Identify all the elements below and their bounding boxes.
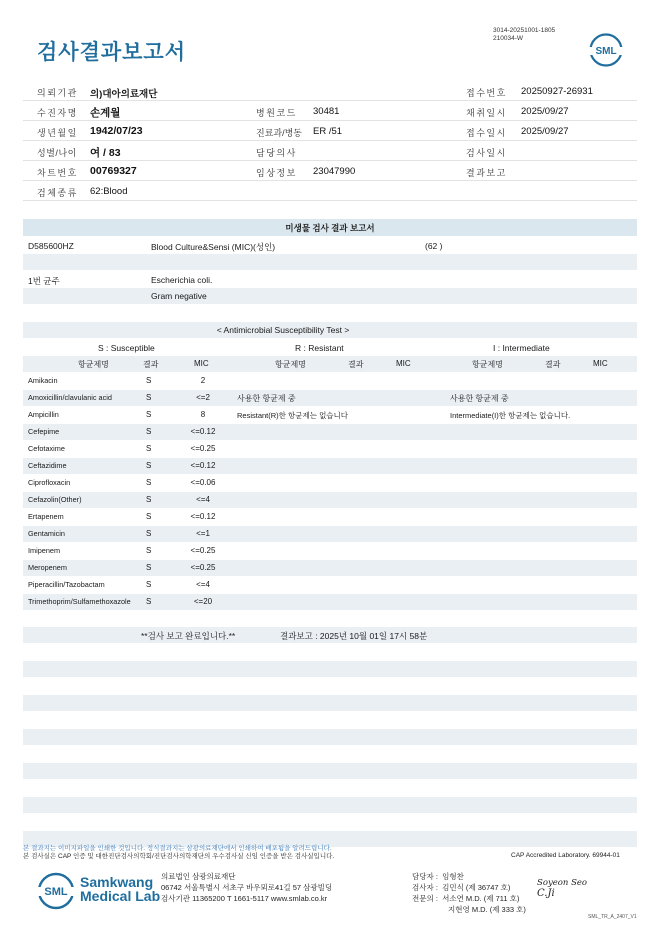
ast-row [23, 543, 637, 559]
micro-test-row [23, 238, 637, 254]
drug-name: Cefazolin(Other) [28, 495, 82, 504]
drug-result: S [146, 563, 152, 572]
doctor-label: 담당의사 [256, 148, 297, 158]
info-row-1 [23, 81, 637, 101]
gram-row [23, 288, 637, 304]
ast-title-band [23, 322, 637, 338]
drug-name: Ampicillin [28, 410, 59, 419]
drug-name: Trimethoprim/Sulfamethoxazole [28, 597, 131, 606]
clinical-info: 23047990 [313, 166, 356, 177]
drug-name: Amoxicillin/clavulanic acid [28, 393, 112, 402]
signature-2: C.Ji [537, 888, 555, 899]
specialist-2: 지현영 M.D. (제 333 호) [448, 905, 526, 914]
drug-result: S [146, 427, 152, 436]
empty-band [23, 254, 637, 270]
samkwang-logo-icon [37, 872, 75, 912]
empty-band [23, 695, 637, 711]
drug-name: Cefepime [28, 427, 60, 436]
empty-band [23, 763, 637, 779]
receipt-no-label: 접수번호 [466, 88, 507, 98]
chart-no-label: 차트번호 [37, 168, 78, 178]
micro-section-header [23, 219, 637, 236]
drug-result: S [146, 529, 152, 538]
document-id-line1: 3014-20251001-1805 [493, 27, 556, 34]
patient-label: 수진자명 [37, 108, 78, 118]
drug-name: Cefotaxime [28, 444, 65, 453]
print-notice: 본 결과지는 이미지파일을 인쇄한 것입니다. 정식결과지는 삼광의료재단에서 인쇄하여 배포됨을 알려드립니다. [23, 845, 332, 852]
ast-row [23, 458, 637, 474]
report-time: 결과보고 : 2025년 10월 01일 17시 58분 [280, 631, 428, 641]
dept: ER /51 [313, 126, 343, 137]
receipt-date-label: 접수일시 [466, 128, 507, 138]
ast-row [23, 424, 637, 440]
organism-name: Escherichia coli. [151, 275, 213, 285]
col-drug-s: 항균제명 [78, 360, 109, 369]
receipt-no: 20250927-26931 [521, 86, 593, 97]
isolate-label: 1번 균주 [28, 276, 60, 286]
drug-result: S [146, 376, 152, 385]
drug-mic: <=0.12 [190, 427, 216, 436]
signatory-block [412, 871, 526, 915]
drug-name: Ciprofloxacin [28, 478, 71, 487]
test-code: D585600HZ [28, 241, 74, 251]
lab-name-line2: Medical Lab [80, 888, 161, 904]
col-result-r: 결과 [348, 360, 364, 369]
chart-no: 00769327 [90, 165, 137, 177]
ast-title: < Antimicrobial Susceptibility Test > [216, 325, 350, 335]
cap-accreditation: CAP Accredited Laboratory. 69944-01 [511, 852, 620, 859]
col-result-s: 결과 [143, 360, 159, 369]
drug-name: Amikacin [28, 376, 58, 385]
col-mic-s: MIC [194, 359, 209, 368]
completion-band [23, 627, 637, 643]
sex-age: 여 / 83 [90, 147, 121, 159]
drug-result: S [146, 410, 152, 419]
document-id [493, 27, 555, 43]
signature-image [537, 878, 587, 899]
accreditation-notice: 본 검사실은 CAP 인증 및 대한진단검사의학회/진단검사의학재단의 우수검사실 신임 인증을 받은 검사실입니다. [23, 853, 335, 860]
ast-row [23, 560, 637, 576]
info-row-3 [23, 121, 637, 141]
document-id-line2: 210034-W [493, 35, 523, 42]
drug-result: S [146, 444, 152, 453]
ast-row [23, 407, 637, 423]
drug-result: S [146, 512, 152, 521]
specimen-label: 검체종류 [37, 188, 78, 198]
drug-result: S [146, 580, 152, 589]
signature-1: Soyeon Seo [537, 878, 588, 888]
micro-section-title: 미생물 검사 결과 보고서 [285, 223, 375, 233]
resistant-used-text: 사용한 항균제 중 [237, 394, 296, 403]
col-drug-i: 항균제명 [472, 360, 503, 369]
drug-mic: <=0.06 [190, 478, 216, 487]
intermediate-used-text: 사용한 항균제 중 [450, 394, 509, 403]
drug-result: S [146, 546, 152, 555]
drug-mic: 8 [200, 410, 206, 419]
completion-text: **검사 보고 완료입니다.** [141, 631, 236, 641]
intermediate-note: Intermediate(I)한 항균제는 없습니다. [450, 411, 571, 420]
lab-name-line1: Samkwang [80, 874, 154, 890]
examiner-label: 검사자 : [412, 883, 438, 892]
ast-row [23, 390, 637, 406]
in-charge-label: 담당자 : [412, 872, 438, 881]
sml-logo-text: SML [595, 46, 617, 57]
drug-mic: <=20 [193, 597, 213, 606]
col-mic-r: MIC [396, 359, 411, 368]
drug-name: Ertapenem [28, 512, 64, 521]
ast-row [23, 594, 637, 610]
drug-result: S [146, 461, 152, 470]
info-row-6 [23, 181, 637, 201]
specimen: 62:Blood [90, 186, 128, 197]
info-row-4 [23, 141, 637, 161]
drug-mic: <=0.12 [190, 461, 216, 470]
drug-name: Imipenem [28, 546, 61, 555]
dob: 1942/07/23 [90, 125, 143, 137]
in-charge: 임형찬 [442, 872, 464, 881]
empty-band [23, 661, 637, 677]
dept-label: 진료과/병동 [256, 128, 302, 138]
drug-mic: 2 [200, 376, 206, 385]
requesting-org-label: 의뢰기관 [37, 88, 78, 98]
legend-resistant: R : Resistant [295, 343, 344, 353]
sml-logo-icon [589, 33, 623, 67]
drug-name: Gentamicin [28, 529, 65, 538]
ast-row [23, 373, 637, 389]
specialist-1: 서소연 M.D. (제 711 호) [442, 894, 520, 903]
empty-band [23, 729, 637, 745]
drug-name: Meropenem [28, 563, 67, 572]
ast-row [23, 526, 637, 542]
samkwang-logo-text: SML [44, 886, 68, 898]
dob-label: 생년월일 [37, 128, 78, 138]
ast-row [23, 509, 637, 525]
info-row-5 [23, 161, 637, 181]
test-specimen: (62 ) [425, 241, 443, 251]
col-drug-r: 항균제명 [275, 360, 306, 369]
gram-stain: Gram negative [151, 291, 207, 301]
drug-mic: <=0.25 [190, 546, 216, 555]
hospital-code-label: 병원코드 [256, 108, 297, 118]
drug-name: Ceftazidime [28, 461, 67, 470]
result-report-label: 결과보고 [466, 168, 507, 178]
ast-row [23, 492, 637, 508]
org-name: 의료법인 삼광의료재단 [161, 872, 236, 881]
ast-row [23, 577, 637, 593]
legend-intermediate: I : Intermediate [493, 343, 550, 353]
drug-mic: <=0.12 [190, 512, 216, 521]
examiner: 김민식 (제 36747 호) [442, 883, 511, 892]
ast-row [23, 475, 637, 491]
isolate-row [23, 272, 637, 288]
contact: 검사기관 11365200 T 1661-5117 www.smlab.co.kr [161, 894, 328, 903]
test-name: Blood Culture&Sensi (MIC)(성인) [151, 242, 276, 252]
patient-name: 손계월 [90, 107, 121, 119]
hospital-code: 30481 [313, 106, 340, 117]
drug-mic: <=0.25 [190, 563, 216, 572]
drug-mic: <=2 [196, 393, 210, 402]
resistant-note: Resistant(R)한 항균제는 없습니다 [237, 411, 349, 420]
drug-result: S [146, 478, 152, 487]
requesting-org: 의)대아의료재단 [90, 89, 158, 100]
form-code: SML_TR_A_2407_V1 [588, 914, 637, 920]
drug-mic: <=1 [196, 529, 210, 538]
legend-susceptible: S : Susceptible [98, 343, 155, 353]
drug-result: S [146, 597, 152, 606]
address: 06742 서울특별시 서초구 바우뫼로41길 57 삼광빌딩 [161, 883, 333, 892]
drug-result: S [146, 495, 152, 504]
drug-mic: <=4 [196, 495, 210, 504]
ast-column-header [23, 356, 637, 372]
col-mic-i: MIC [593, 359, 608, 368]
drug-mic: <=4 [196, 580, 210, 589]
info-row-2 [23, 101, 637, 121]
receipt-date: 2025/09/27 [521, 126, 569, 137]
collection-date-label: 채취일시 [466, 108, 507, 118]
ast-row [23, 441, 637, 457]
clinical-info-label: 임상정보 [256, 168, 297, 178]
exam-date-label: 검사일시 [466, 148, 507, 158]
empty-band [23, 797, 637, 813]
lab-address-block [161, 871, 332, 904]
sex-age-label: 성별/나이 [37, 148, 77, 158]
drug-result: S [146, 393, 152, 402]
col-result-i: 결과 [545, 360, 561, 369]
collection-date: 2025/09/27 [521, 106, 569, 117]
lab-name [80, 875, 160, 903]
drug-name: Piperacillin/Tazobactam [28, 580, 105, 589]
drug-mic: <=0.25 [190, 444, 216, 453]
ast-legend-row [23, 340, 637, 356]
specialist-label: 전문의 : [412, 894, 438, 903]
report-title: 검사결과보고서 [37, 41, 187, 64]
